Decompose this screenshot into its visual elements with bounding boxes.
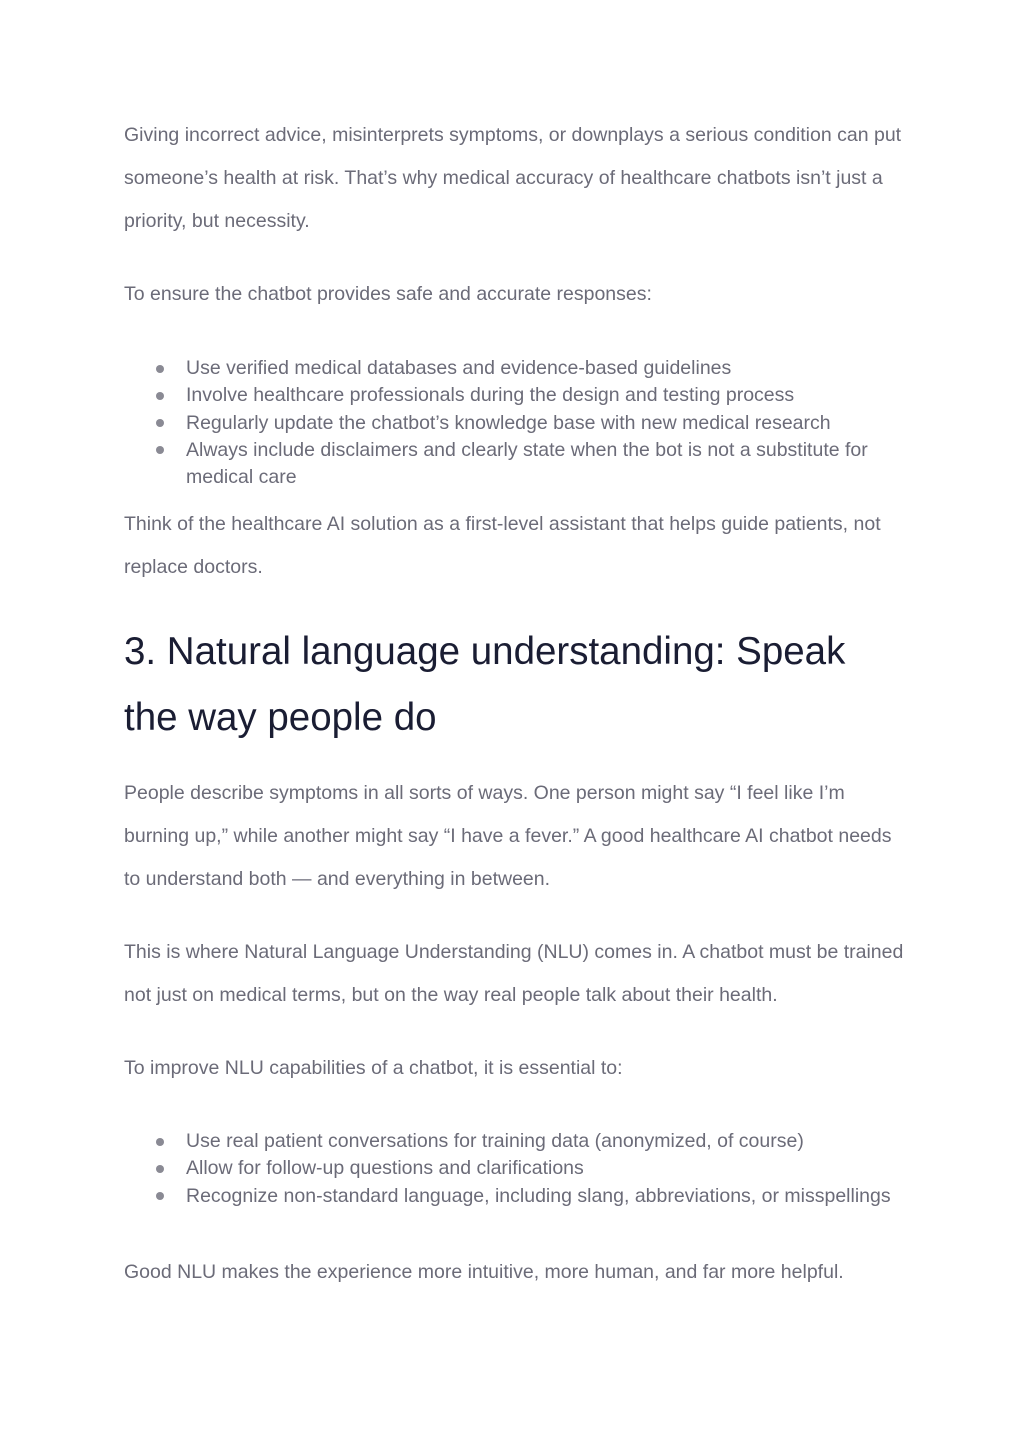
list-item [124,1155,904,1182]
bullet-icon [156,1165,164,1173]
list-item-text: Allow for follow-up questions and clarifications [186,1157,584,1180]
accuracy-list [124,355,904,491]
list-item [124,1128,904,1155]
bullet-icon [156,392,164,400]
list-item-text: Involve healthcare professionals during the design and testing process [186,384,795,407]
paragraph-medical-risk: Giving incorrect advice, misinterprets symptoms, or downplays a serious condition can put someone’s health at risk. That’s why medical accuracy of healthcare chatbots isn’t just a priority, but necessity. [124,124,902,232]
paragraph-symptom-descriptions: People describe symptoms in all sorts of ways. One person might say “I feel like I’m burning up,” while another might say “I have a fever.” A good healthcare AI chatbot needs to understand both — and everything in between. [124,782,892,890]
bullet-icon [156,1192,164,1200]
list-item [124,355,904,382]
paragraph-nlu-intro: This is where Natural Language Understanding (NLU) comes in. A chatbot must be trained not just on medical terms, but on the way real people talk about their health. [124,941,904,1006]
section-heading: 3. Natural language understanding: Speak the way people do [124,630,846,739]
nlu-list [124,1128,904,1210]
bullet-icon [156,1138,164,1146]
paragraph-first-level-assistant: Think of the healthcare AI solution as a first-level assistant that helps guide patients, not replace doctors. [124,513,881,578]
list-item [124,1183,904,1210]
list-item-text: Use real patient conversations for training data (anonymized, of course) [186,1130,804,1152]
list-item-text: Use verified medical databases and evidence-based guidelines [186,357,732,379]
bullet-icon [156,446,164,454]
list-item [124,410,904,437]
bullet-icon [156,365,164,373]
paragraph-ensure-intro: To ensure the chatbot provides safe and accurate responses: [124,283,652,305]
list-item [124,437,904,492]
bullet-icon [156,419,164,427]
list-item-text: Regularly update the chatbot’s knowledge base with new medical research [186,411,831,434]
paragraph-good-nlu: Good NLU makes the experience more intuitive, more human, and far more helpful. [124,1261,844,1283]
list-item-text: Always include disclaimers and clearly state when the bot is not a substitute for medical care [186,438,868,489]
list-item-text: Recognize non-standard language, including slang, abbreviations, or misspellings [186,1184,891,1207]
list-item [124,382,904,409]
paragraph-nlu-improve: To improve NLU capabilities of a chatbot, it is essential to: [124,1057,623,1079]
